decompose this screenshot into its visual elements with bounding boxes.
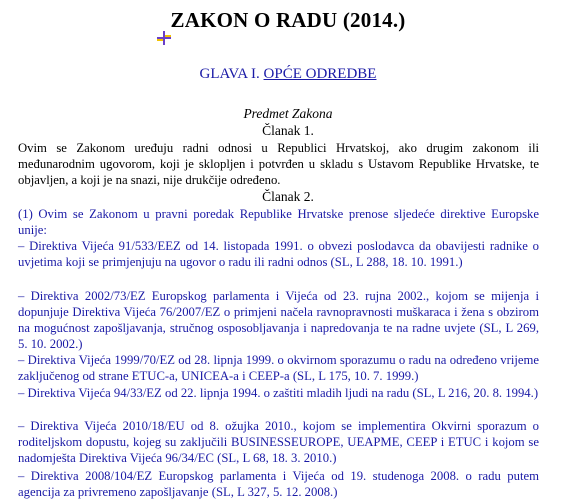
directive-item: – Direktiva 2002/73/EZ Europskog parlamenta i Vijeća od 23. rujna 2002., kojom se mijenja i dopunjuje Direktiva Vijeća 76/2007/EZ o primjeni načela ravnopravnosti muškaraca i žena s obzirom na mogućnost zapošljavanja, stručnog osposobljavanja i napredovanja te na radne uvjete (SL, L 269, 5. 10. 2002.) — [18, 289, 539, 351]
chapter-number: GLAVA I. — [199, 66, 260, 82]
directive-item: – Direktiva 2008/104/EZ Europskog parlamenta i Vijeća od 19. studenoga 2008. o radu putem agencija za privremeno zapošljavanje (SL, L 327, 5. 12. 2008.) — [18, 469, 539, 499]
article-2-intro: (1) Ovim se Zakonom u pravni poredak Republike Hrvatske prenose sljedeće direktive Europske unije: — [18, 207, 539, 237]
article-2-heading: Članak 2. — [262, 189, 314, 204]
directive-item: – Direktiva Vijeća 1999/70/EZ od 28. lipnja 1999. o okvirnom sporazumu o radu na određeno vrijeme zaključenog od strane ETUC-a, UNICEA-a i CEEP-a (SL, L 175, 10. 7. 1999.) — [18, 353, 539, 383]
chapter-heading — [0, 66, 576, 83]
document-title: ZAKON O RADU (2014.) — [170, 8, 406, 32]
article-1-heading: Članak 1. — [262, 123, 314, 138]
move-cursor-icon — [157, 31, 171, 45]
directive-item: – Direktiva Vijeća 94/33/EZ od 22. lipnja 1994. o zaštiti mladih ljudi na radu (SL, L 216, 20. 8. 1994.) — [18, 386, 539, 400]
article-1-text: Ovim se Zakonom uređuju radni odnosi u Republici Hrvatskoj, ako drugim zakonom ili međunarodnim ugovorom, koji je sklopljen i potvrđen u skladu s Ustavom Republike Hrvatske, te objavljen, a koji je na snazi, nije drukčije određeno. — [18, 141, 539, 187]
directive-item: – Direktiva Vijeća 2010/18/EU od 8. ožujka 2010., kojom se implementira Okvirni sporazum o roditeljskom dopustu, kojeg su zaključili BUSINESSEUROPE, UEAPME, CEEP i ETUC i kojom se nadomješta Direktiva Vijeća 96/34/EC (SL, L 68, 18. 3. 2010.) — [18, 419, 539, 465]
section-subject: Predmet Zakona — [243, 106, 333, 121]
chapter-title-link[interactable]: OPĆE ODREDBE — [263, 66, 377, 82]
directive-item: – Direktiva Vijeća 91/533/EEZ od 14. listopada 1991. o obvezi poslodavca da obavijesti radnike o uvjetima koji se primjenjuju na ugovor o radu ili radni odnos (SL, L 288, 18. 10. 1991.) — [18, 239, 539, 269]
